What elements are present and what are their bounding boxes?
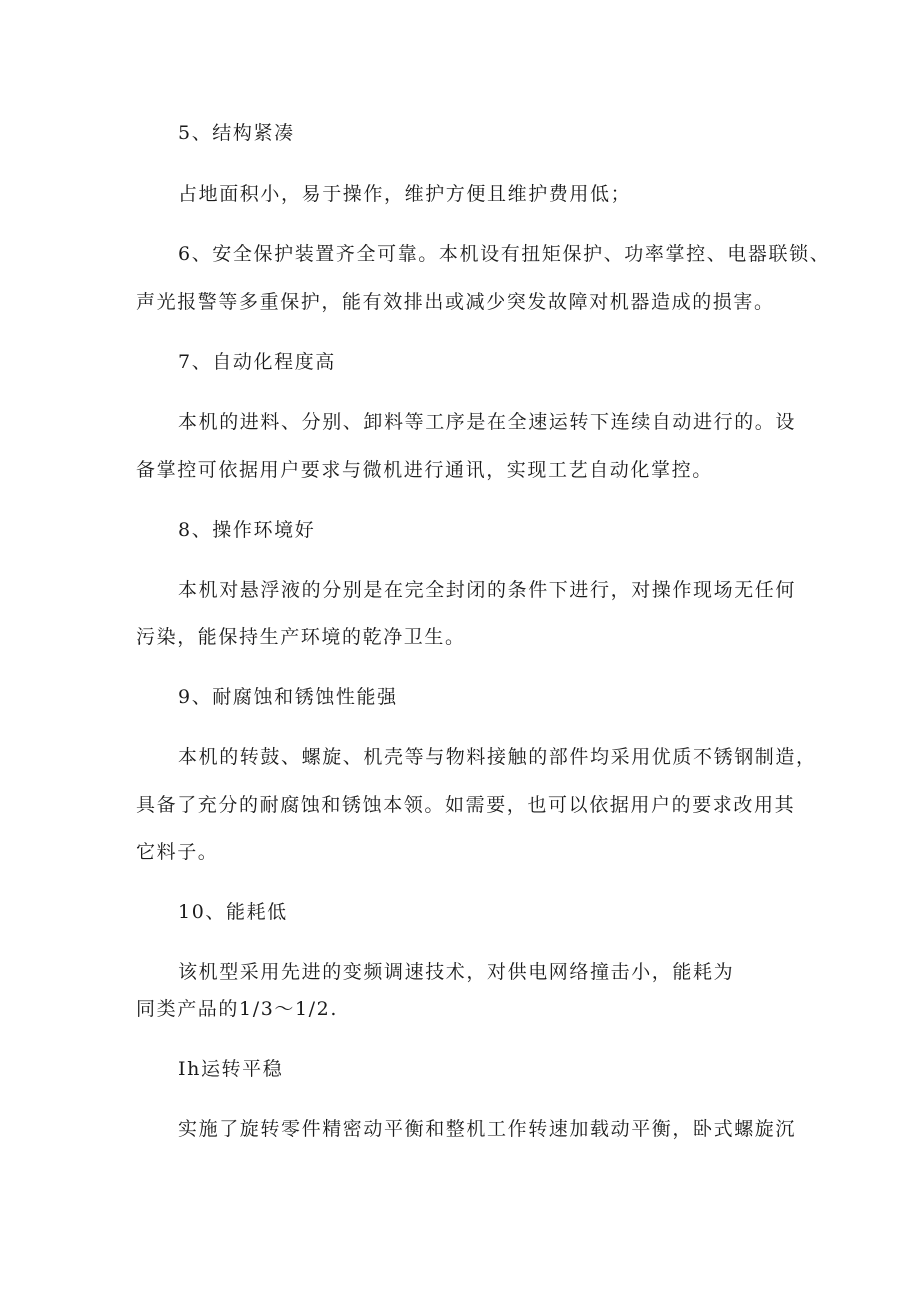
paragraph-line: 具备了充分的耐腐蚀和锈蚀本领。如需要，也可以依据用户的要求改用其 <box>136 794 796 816</box>
paragraph-line: 本机的进料、分别、卸料等工序是在全速运转下连续自动进行的。设 <box>178 411 797 433</box>
section-heading-7: 7、自动化程度高 <box>178 351 336 373</box>
paragraph-line: 本机对悬浮液的分别是在完全封闭的条件下进行，对操作现场无任何 <box>178 579 797 601</box>
section-heading-9: 9、耐腐蚀和锈蚀性能强 <box>178 686 398 708</box>
paragraph-line: 占地面积小，易于操作，维护方便且维护费用低； <box>178 183 632 205</box>
paragraph-line: 污染，能保持生产环境的乾净卫生。 <box>136 626 466 648</box>
paragraph-line: 本机的转鼓、螺旋、机壳等与物料接触的部件均采用优质不锈钢制造， <box>178 746 817 768</box>
paragraph-line: 备掌控可依据用户要求与微机进行通讯，实现工艺自动化掌控。 <box>136 459 713 481</box>
section-heading-8: 8、操作环境好 <box>178 519 316 541</box>
section-heading-5: 5、结构紧凑 <box>178 122 295 144</box>
paragraph-line: 实施了旋转零件精密动平衡和整机工作转速加载动平衡，卧式螺旋沉 <box>178 1118 797 1140</box>
section-heading-10: 10、能耗低 <box>178 901 288 923</box>
paragraph-line: 它料子。 <box>136 841 219 863</box>
section-heading-11: Ih运转平稳 <box>178 1058 284 1080</box>
paragraph-line: 该机型采用先进的变频调速技术，对供电网络撞击小，能耗为 <box>178 961 735 983</box>
paragraph-line: 同类产品的1/3～1/2. <box>136 998 338 1020</box>
paragraph-line: 声光报警等多重保护，能有效排出或减少突发故障对机器造成的损害。 <box>136 291 775 313</box>
paragraph-line: 6、安全保护装置齐全可靠。本机设有扭矩保护、功率掌控、电器联锁、 <box>178 243 831 265</box>
